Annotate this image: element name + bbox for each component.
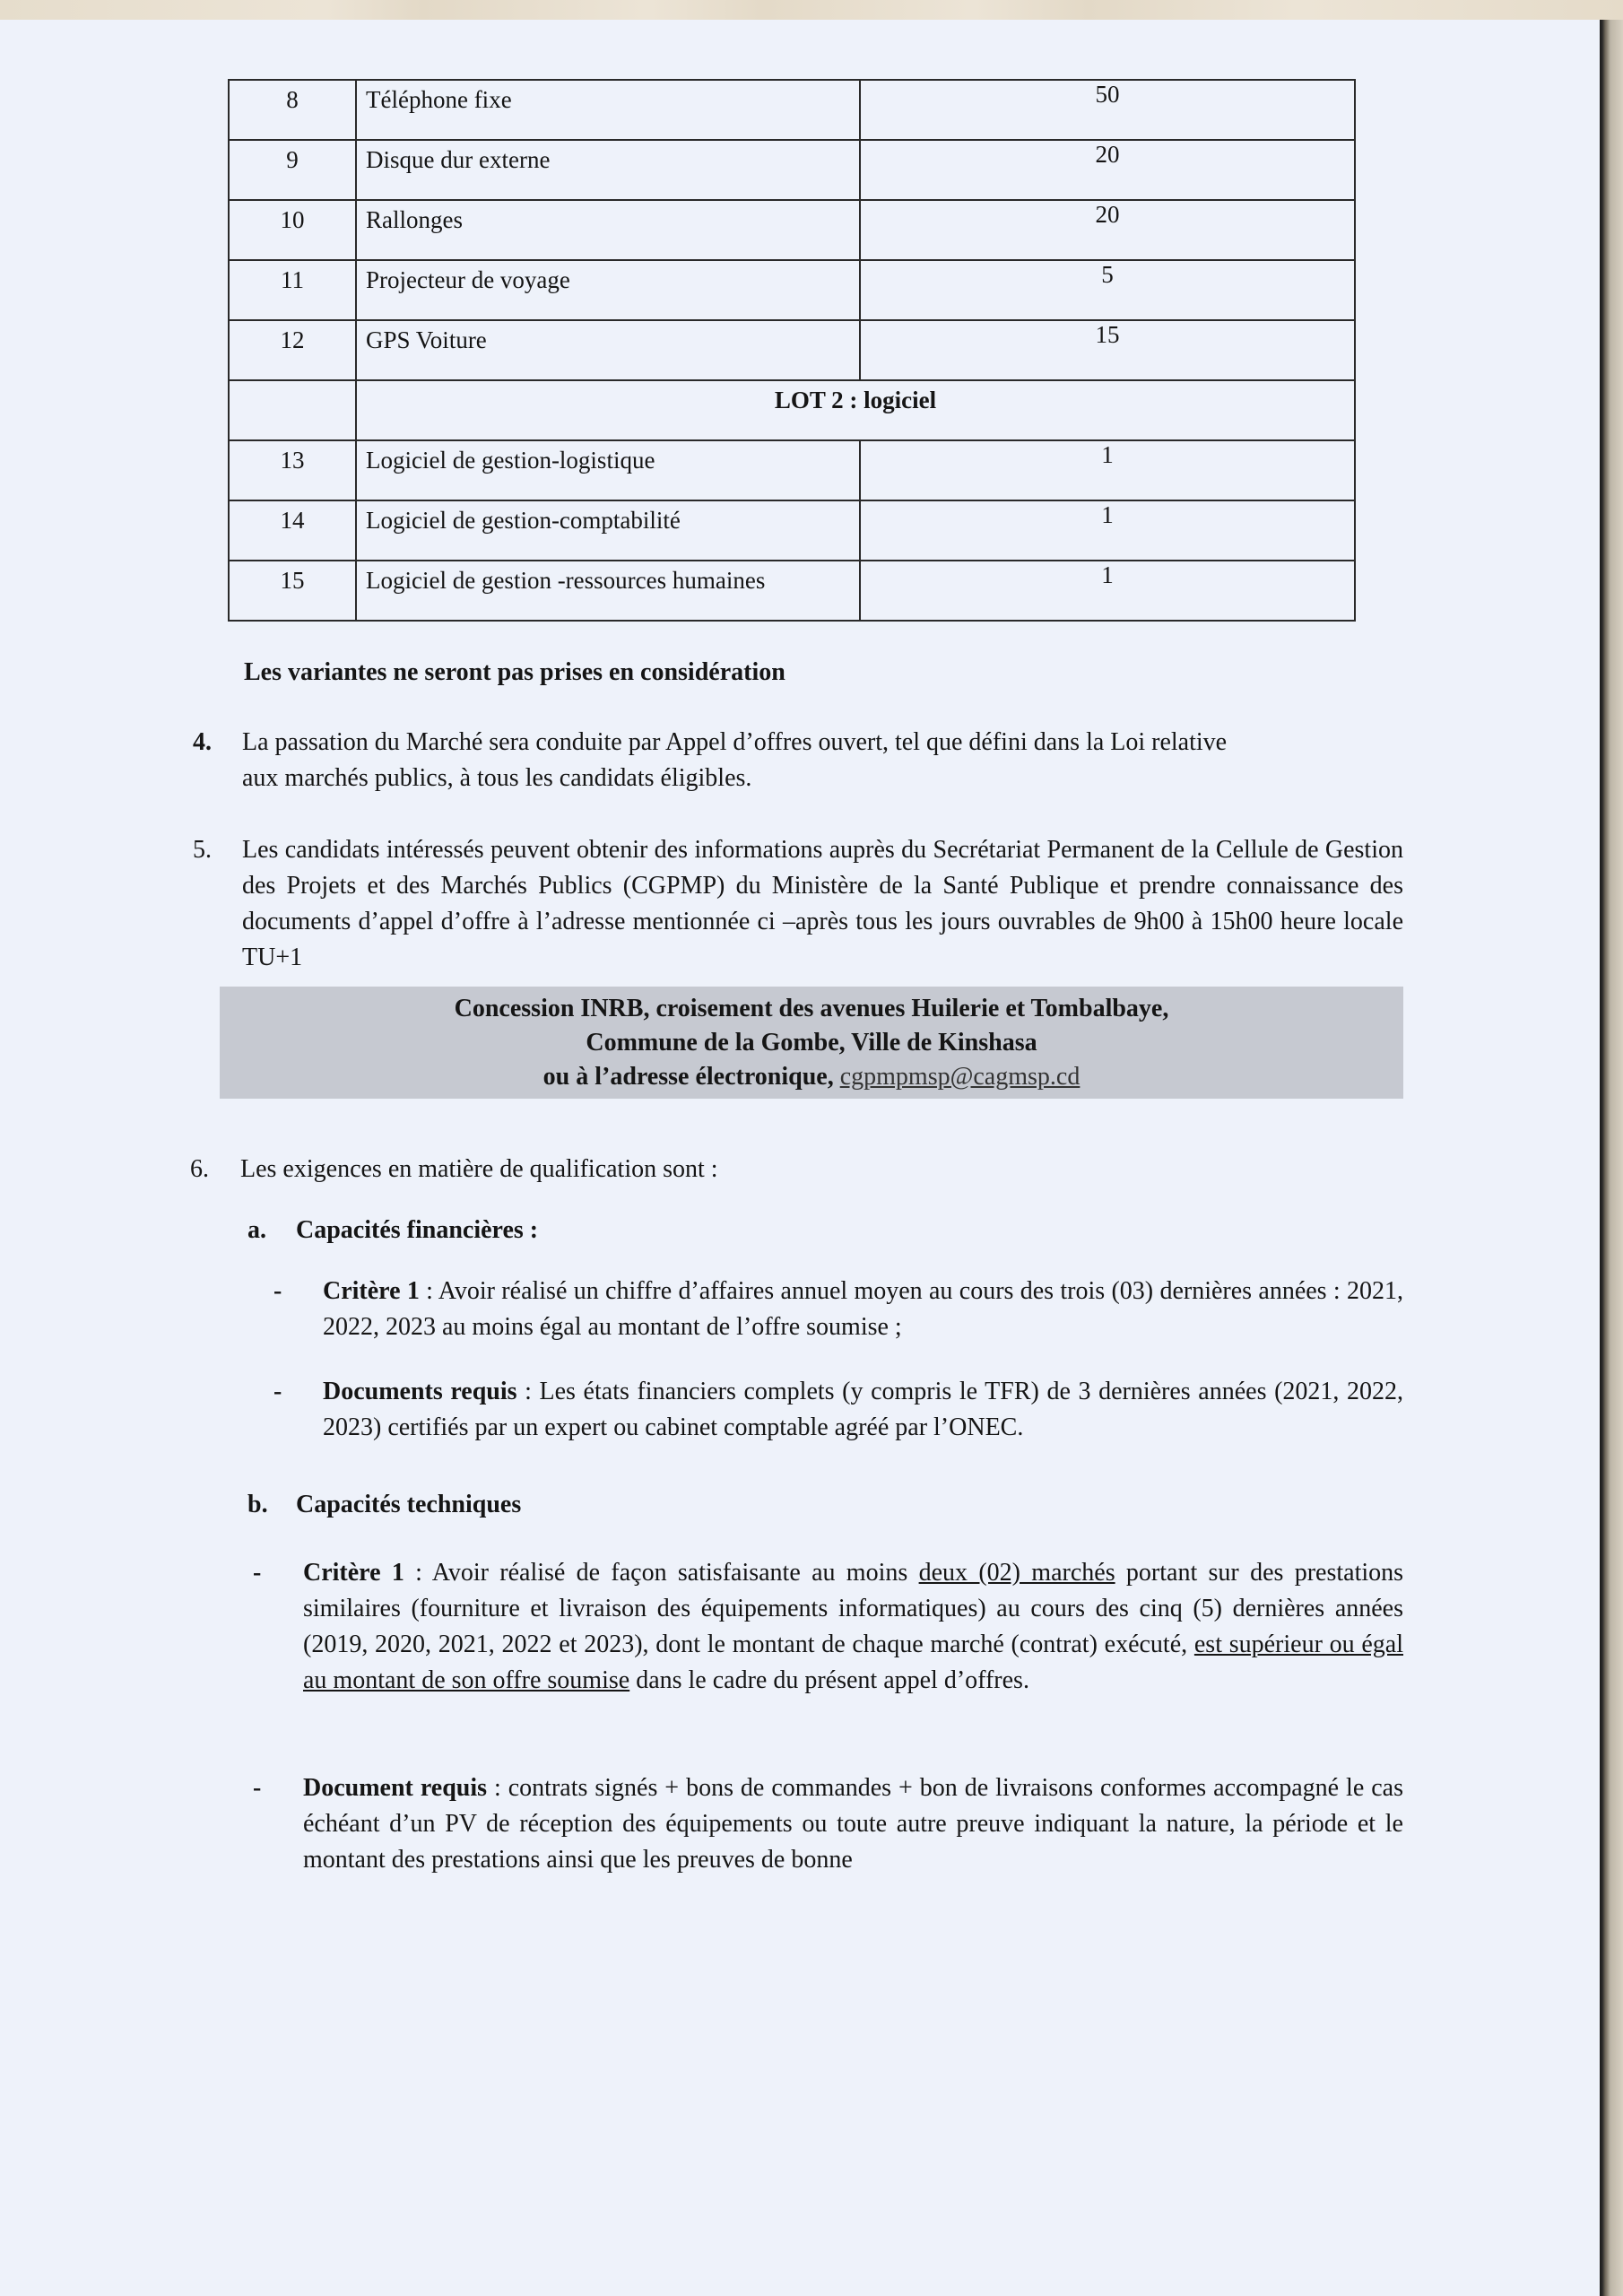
lot-header-row [229, 380, 1355, 440]
bullet-dash: - [273, 1277, 282, 1305]
section-4-line1: La passation du Marché sera conduite par Appel d’offres ouvert, tel que défini dans la Loi relative [242, 728, 1228, 756]
item-quantity: 15 [860, 320, 1355, 380]
items-table [228, 79, 1356, 622]
item-description: Téléphone fixe [356, 80, 860, 140]
critere-text-pre: : Avoir réalisé de façon satisfaisante au moins [404, 1559, 919, 1587]
bullet-dash: - [273, 1378, 282, 1405]
section-6-marker: 6. [190, 1155, 209, 1183]
item-number: 8 [229, 80, 356, 140]
item-description: Logiciel de gestion-logistique [356, 440, 860, 500]
item-number: 9 [229, 140, 356, 200]
table-row [229, 320, 1355, 380]
item-quantity: 50 [860, 80, 1355, 140]
item-number: 12 [229, 320, 356, 380]
critere-text: : Avoir réalisé un chiffre d’affaires annuel moyen au cours des trois (03) dernières années : 2021, 2022, 2023 au moins égal au montant de l’offre soumise ; [323, 1277, 1403, 1341]
item-description: Projecteur de voyage [356, 260, 860, 320]
critere-text-post: dans le cadre du présent appel d’offres. [629, 1666, 1029, 1694]
subsection-b-documents [303, 1770, 1403, 1878]
lot2-label: LOT 2 : logiciel [356, 380, 1355, 440]
variantes-note: Les variantes ne seront pas prises en considération [244, 658, 785, 686]
item-quantity: 20 [860, 140, 1355, 200]
section-5-marker: 5. [193, 836, 212, 864]
item-number: 10 [229, 200, 356, 260]
item-description: Logiciel de gestion -ressources humaines [356, 561, 860, 621]
table-row [229, 440, 1355, 500]
table-row [229, 260, 1355, 320]
item-description: Disque dur externe [356, 140, 860, 200]
critere-label: Critère 1 [323, 1277, 420, 1305]
address-email-prefix: ou à l’adresse électronique, [542, 1063, 840, 1091]
subsection-b-title: Capacités techniques [296, 1491, 522, 1518]
item-quantity: 1 [860, 500, 1355, 561]
documents-text: : contrats signés + bons de commandes + bon de livraisons conformes accompagné le cas échéant d’un PV de réception des équipements ou toute autre preuve indiquant la nature, la période et le montant des prestations ainsi que les preuves de bonne [303, 1774, 1403, 1874]
item-number: 11 [229, 260, 356, 320]
item-quantity: 20 [860, 200, 1355, 260]
critere-underline-1: deux (02) marchés [918, 1559, 1115, 1587]
section-6-intro: Les exigences en matière de qualification sont : [240, 1155, 718, 1183]
item-description: GPS Voiture [356, 320, 860, 380]
critere-label: Critère 1 [303, 1559, 404, 1587]
table-row [229, 80, 1355, 140]
item-description: Logiciel de gestion-comptabilité [356, 500, 860, 561]
document-page [0, 20, 1600, 2296]
email-link[interactable]: cgpmpmsp@cagmsp.cd [839, 1063, 1081, 1091]
table-row [229, 561, 1355, 621]
section-4-text [242, 725, 1403, 796]
item-number: 13 [229, 440, 356, 500]
scanner-top-strip [0, 0, 1623, 20]
documents-text: : Les états financiers complets (y compris le TFR) de 3 dernières années (2021, 2022, 2023) certifiés par un expert ou cabinet comptable agréé par l’ONEC. [323, 1378, 1403, 1441]
table-row [229, 140, 1355, 200]
subsection-b-critere [303, 1555, 1403, 1699]
section-4-line2: aux marchés publics, à tous les candidats éligibles. [242, 764, 752, 792]
address-line3 [220, 1060, 1403, 1094]
address-line2: Commune de la Gombe, Ville de Kinshasa [586, 1029, 1037, 1057]
table-row [229, 200, 1355, 260]
critere-text-mid: portant sur des prestations similaires (fourniture et livraison des équipements informatiques) au cours des cinq (5) dernières années (2019, 2020, 2021, 2022 et 2023), dont le montant de chaque marché (contrat) exécuté, [303, 1559, 1404, 1658]
table-row [229, 500, 1355, 561]
item-description: Rallonges [356, 200, 860, 260]
subsection-a-marker: a. [247, 1216, 266, 1244]
section-4-marker: 4. [193, 728, 212, 756]
subsection-a-critere [323, 1274, 1403, 1345]
item-quantity: 1 [860, 561, 1355, 621]
address-box [220, 987, 1403, 1099]
item-quantity: 1 [860, 440, 1355, 500]
address-line1: Concession INRB, croisement des avenues Huilerie et Tombalbaye, [454, 995, 1169, 1022]
empty-cell [229, 380, 356, 440]
item-number: 14 [229, 500, 356, 561]
subsection-a-title: Capacités financières : [296, 1216, 539, 1244]
bullet-dash: - [253, 1774, 262, 1802]
bullet-dash: - [253, 1559, 262, 1587]
critere-underline-2: est supérieur ou égal au montant de son offre soumise [303, 1631, 1403, 1694]
scanner-right-edge [1600, 20, 1623, 2296]
documents-label: Documents requis [323, 1378, 517, 1405]
subsection-a-documents [323, 1374, 1403, 1446]
section-5-text: Les candidats intéressés peuvent obtenir des informations auprès du Secrétariat Permanent de la Cellule de Gestion des Projets et des Marchés Publics (CGPMP) du Ministère de la Santé Publique et prendre connaissance des documents d’appel d’offre à l’adresse mentionnée ci –après tous les jours ouvrables de 9h00 à 15h00 heure locale TU+1 [242, 836, 1403, 971]
item-quantity: 5 [860, 260, 1355, 320]
subsection-b-marker: b. [247, 1491, 268, 1518]
documents-label: Document requis [303, 1774, 488, 1802]
item-number: 15 [229, 561, 356, 621]
